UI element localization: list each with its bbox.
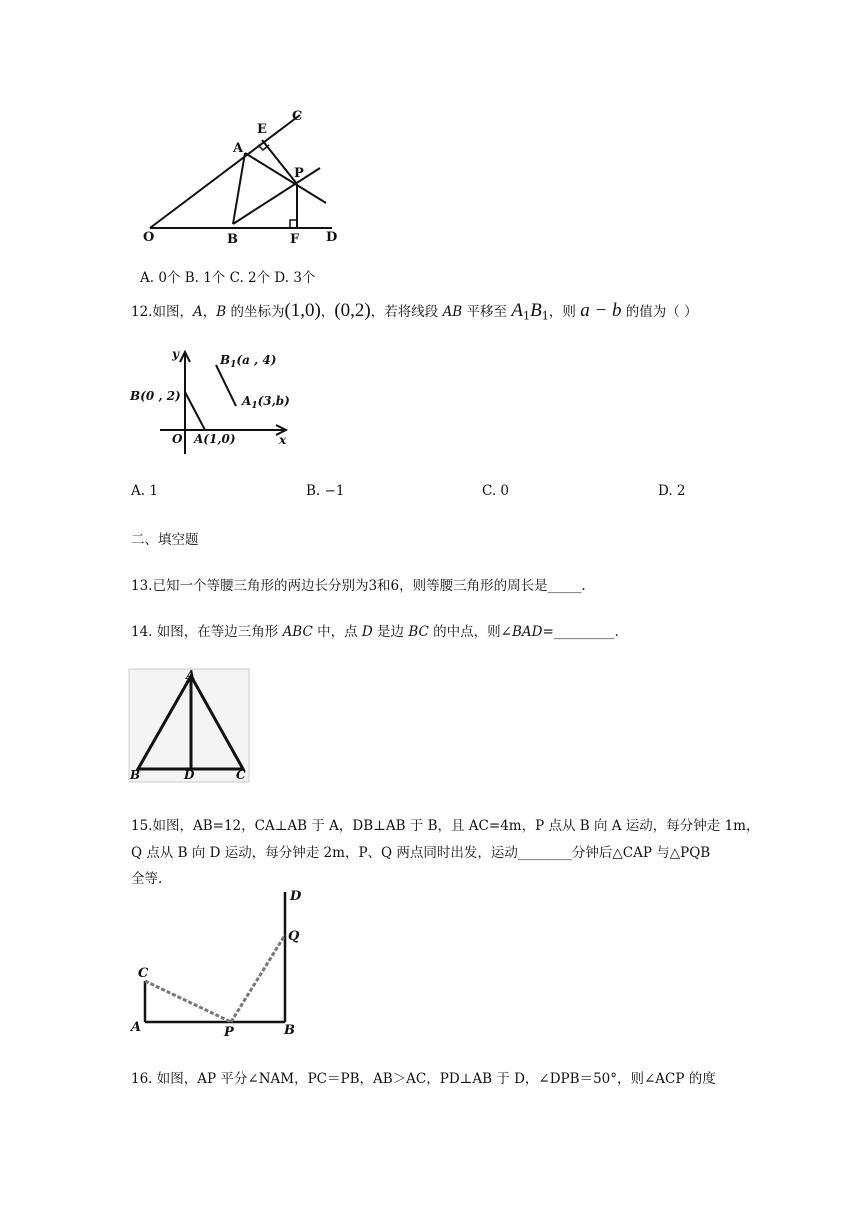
section-heading: 二、填空题 [131,532,199,548]
q12-option-d[interactable]: D. 2 [658,483,686,499]
tri-label-d: D [184,768,195,782]
q12-a: A [192,304,203,320]
q12-comma: ， [320,304,335,320]
q14-mid2: 是边 [372,624,409,640]
figure-equilateral-triangle [128,666,252,784]
q12-suffix: 的值为（ ） [621,304,698,320]
fig4-label-p: P [224,1025,234,1040]
fig4-label-d: D [290,889,302,904]
q12-mid2: ，若将线段 [370,304,443,320]
q12-coord2: (0,2) [334,300,371,321]
q14-suffix: =_________. [542,624,619,640]
q12-prefix: 12.如图， [131,304,193,320]
q12-text [131,300,698,323]
q16-text: 16. 如图，AP 平分∠NAM，PC＝PB，AB＞AC，PD⊥AB 于 D，∠DPB＝50°，则∠ACP 的度 [131,1071,716,1087]
label-p: P [294,166,304,181]
fig4-label-c: C [138,966,149,981]
point-b: B(0 , 2) [130,389,181,403]
axis-y: y [172,347,179,361]
q12-b1-sub: 1 [541,309,549,323]
q14-text [131,620,619,640]
label-b: B [227,232,238,247]
figure-coordinate-plane [128,342,298,457]
q14-bc: BC [408,624,429,640]
point-b1: $B_1(a$ , 4) [220,353,277,370]
label-d: D [326,230,338,245]
q12-sep: ， [202,304,217,320]
q12-expr: a − b [580,300,622,321]
q12-ab: AB [442,304,463,320]
q12-mid3: 平移至 [462,304,512,320]
figure-angle-bisector [140,100,350,250]
q11-options: A. 0个 B. 1个 C. 2个 D. 3个 [140,270,316,286]
point-a: A(1,0) [194,432,236,446]
q12-option-b[interactable]: B. −1 [306,483,345,499]
fig4-label-a: A [131,1020,142,1035]
axis-x: x [279,433,287,447]
label-f: F [290,232,300,247]
q14-d: D [361,624,373,640]
q12-a1: A [511,300,523,321]
q14-mid3: 的中点，则∠ [428,624,512,640]
point-a1: $A_1(3,b)$ [242,394,290,411]
label-e: E [257,122,267,137]
q12-b1: B [530,300,542,321]
q14-prefix: 14. 如图，在等边三角形 [131,624,283,640]
q15-line2: Q 点从 B 向 D 运动，每分钟走 2m，P、Q 两点同时出发，运动________分钟后△CAP 与△PQB [131,845,711,861]
q12-coord1: (1,0) [284,300,321,321]
q14-abc: ABC [282,624,313,640]
q14-bad: BAD [511,624,543,640]
fig4-label-q: Q [288,929,300,944]
q12-option-c[interactable]: C. 0 [482,483,510,499]
q15-line3: 全等. [131,871,163,887]
label-o: O [143,230,155,245]
q12-mid4: ，则 [548,304,581,320]
label-a: A [233,141,244,156]
tri-label-b: B [130,768,141,782]
fig4-label-b: B [284,1023,295,1038]
q12-option-a[interactable]: A. 1 [131,483,158,499]
q12-b: B [216,304,227,320]
label-c: C [292,109,303,124]
q12-mid1: 的坐标为 [226,304,285,320]
origin: O [172,432,183,446]
tri-label-c: C [236,768,246,782]
q14-mid1: 中，点 [312,624,362,640]
tri-label-a: A [186,668,196,682]
q13-text: 13.已知一个等腰三角形的两边长分别为3和6，则等腰三角形的周长是_____. [131,578,586,594]
q15-line1: 15.如图，AB=12，CA⊥AB 于 A，DB⊥AB 于 B，且 AC=4m，P 点从 B 向 A 运动，每分钟走 1m， [131,818,760,834]
figure-moving-points [128,884,312,1042]
q12-a1-sub: 1 [522,309,531,323]
